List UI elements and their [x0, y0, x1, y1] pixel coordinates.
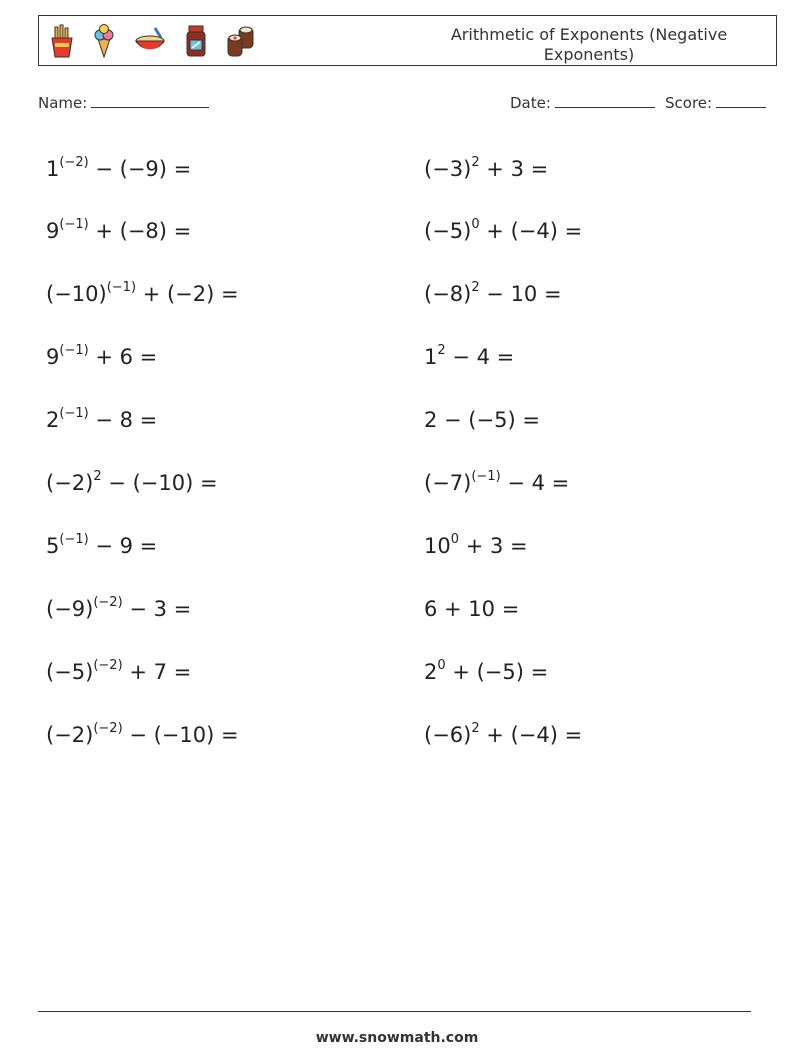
- footer-url[interactable]: www.snowmath.com: [315, 1030, 479, 1046]
- problem-left-2: $9^{(-1)} + (-8)$ =: [46, 217, 192, 243]
- problem-right-3: $(-8)^2 - 10$ =: [424, 280, 562, 306]
- footer-divider: [38, 1011, 751, 1012]
- problem-right-4: $1^2 - 4$ =: [424, 343, 515, 369]
- problem-right-9: $2^0 + (-5)$ =: [424, 658, 549, 684]
- score-label: Score:: [665, 94, 713, 112]
- problem-right-8: 6 + 10 =: [424, 597, 520, 621]
- problem-right-7: $10^0 + 3$ =: [424, 532, 528, 558]
- problem-left-1: $1^{(-2)} - (-9)$ =: [46, 155, 192, 181]
- name-label: Name:: [38, 94, 88, 112]
- problem-right-6: $(-7)^{(-1)} - 4$ =: [424, 469, 570, 495]
- problem-left-3: $(-10)^{(-1)} + (-2)$ =: [46, 280, 239, 306]
- problem-left-4: $9^{(-1)} + 6$ =: [46, 343, 158, 369]
- score-field[interactable]: [665, 93, 766, 112]
- header-icons: [49, 23, 257, 59]
- jam-jar-icon: [183, 24, 209, 58]
- problem-left-10: $(-2)^{(-2)} - (-10)$ =: [46, 721, 239, 747]
- problem-right-10: $(-6)^2 + (-4)$ =: [424, 721, 583, 747]
- cereal-bowl-icon: [133, 24, 167, 58]
- worksheet-title: Arithmetic of Exponents (Negative Exponents): [450, 25, 728, 64]
- problem-right-2: $(-5)^0 + (-4)$ =: [424, 217, 583, 243]
- problem-right-1: $(-3)^2 + 3$ =: [424, 155, 549, 181]
- problem-left-7: $5^{(-1)} - 9$ =: [46, 532, 158, 558]
- score-blank[interactable]: [716, 93, 766, 108]
- date-field[interactable]: [510, 93, 655, 112]
- sushi-roll-icon: [225, 24, 257, 58]
- french-fries-icon: [49, 24, 75, 58]
- ice-cream-cone-icon: [91, 24, 117, 58]
- problem-left-8: $(-9)^{(-2)} - 3$ =: [46, 595, 192, 621]
- date-blank[interactable]: [555, 93, 655, 108]
- date-label: Date:: [510, 94, 551, 112]
- worksheet-header: [38, 15, 777, 66]
- problem-left-9: $(-5)^{(-2)} + 7$ =: [46, 658, 192, 684]
- problem-left-5: $2^{(-1)} - 8$ =: [46, 406, 158, 432]
- name-blank[interactable]: [91, 93, 209, 108]
- name-field[interactable]: [38, 93, 209, 112]
- problem-right-5: 2 − (−5) =: [424, 408, 540, 432]
- problem-left-6: $(-2)^2 - (-10)$ =: [46, 469, 218, 495]
